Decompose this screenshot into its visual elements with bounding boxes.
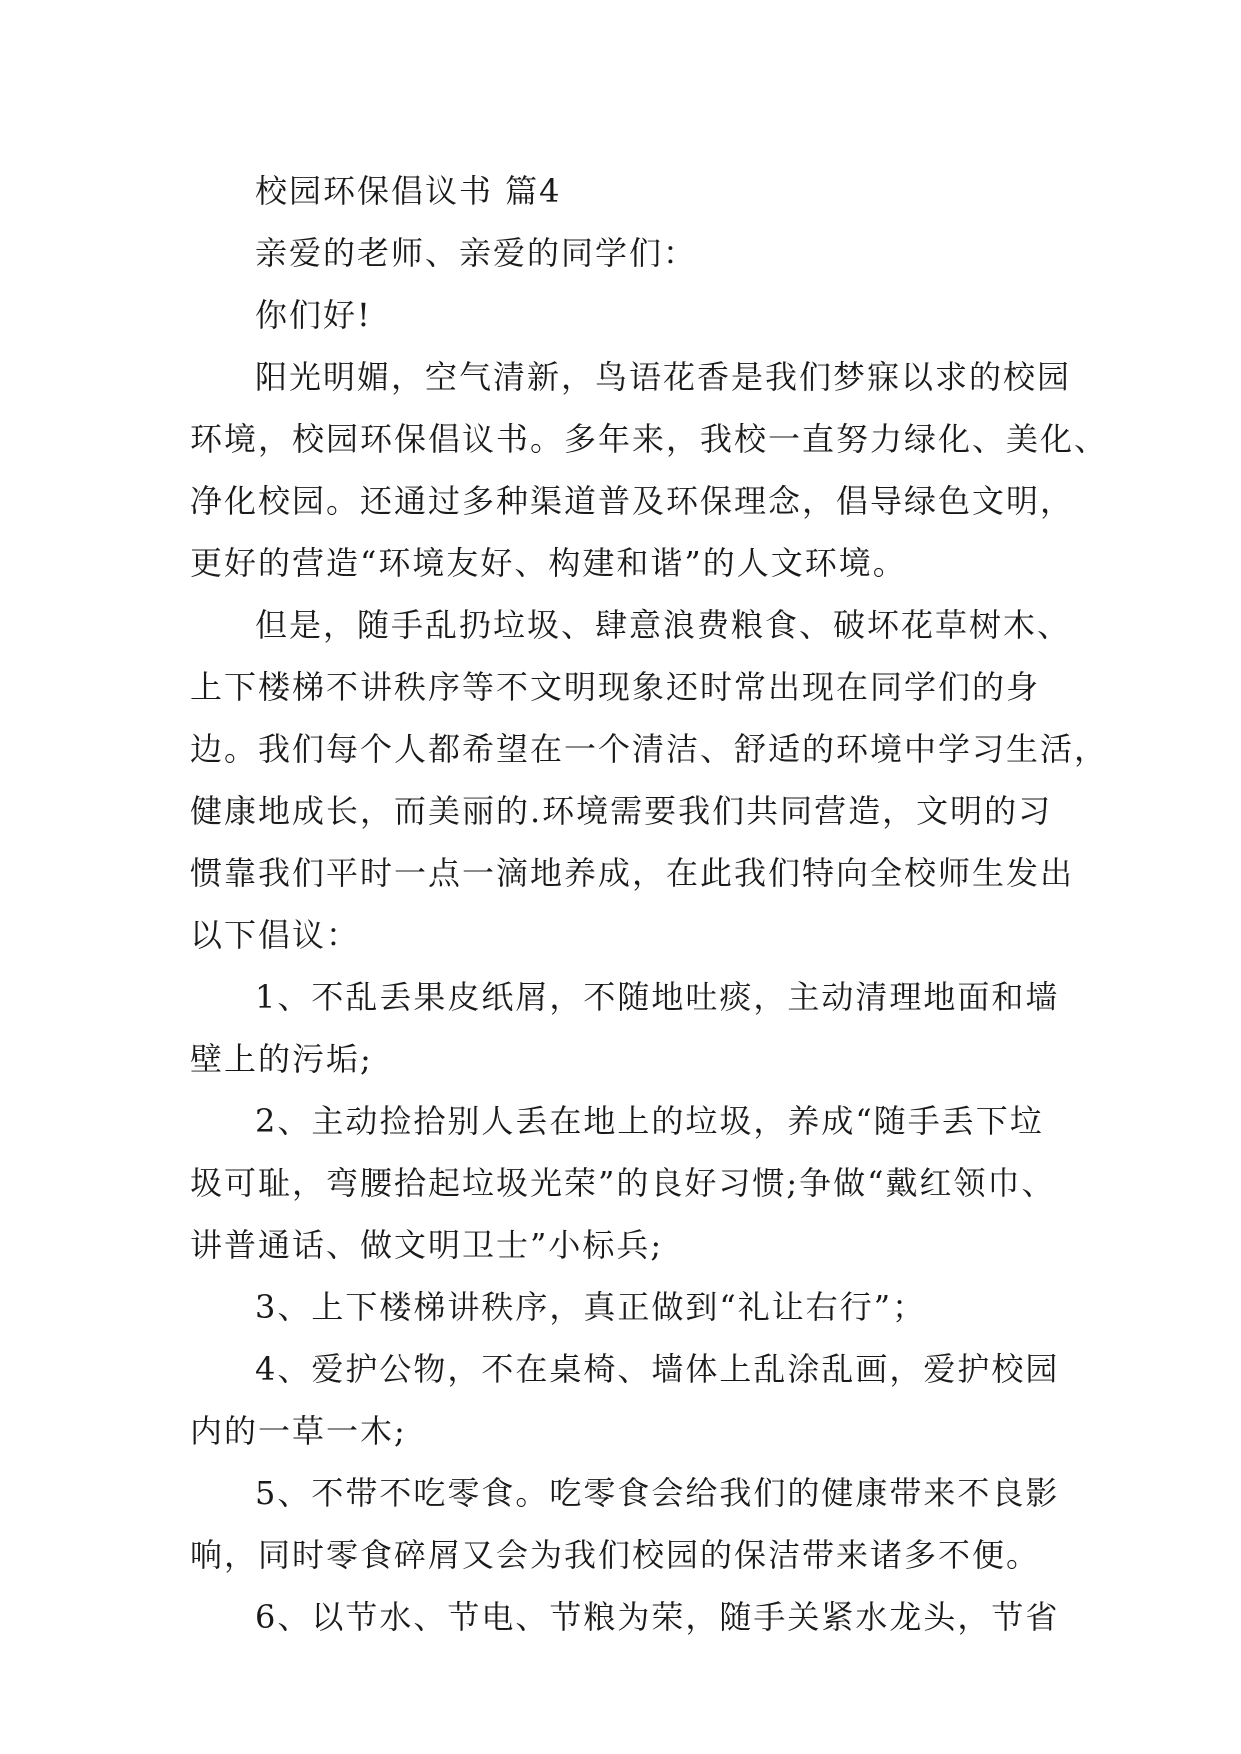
paragraph-line: 上下楼梯不讲秩序等不文明现象还时常出现在同学们的身 xyxy=(190,668,1041,706)
paragraph-line: 以下倡议： xyxy=(190,916,361,954)
list-item: 5、不带不吃零食。吃零食会给我们的健康带来不良影 xyxy=(255,1474,1060,1512)
list-item-continuation: 讲普通话、做文明卫士”小标兵; xyxy=(190,1226,664,1264)
document-title: 校园环保倡议书 篇4 xyxy=(255,172,562,210)
list-item-continuation: 响，同时零食碎屑又会为我们校园的保洁带来诸多不便。 xyxy=(190,1536,1041,1574)
list-item-continuation: 壁上的污垢; xyxy=(190,1040,373,1078)
greeting: 你们好! xyxy=(255,296,372,334)
list-item: 1、不乱丢果皮纸屑，不随地吐痰，主动清理地面和墙 xyxy=(255,978,1060,1016)
salutation: 亲爱的老师、亲爱的同学们： xyxy=(255,234,698,272)
list-item: 3、上下楼梯讲秩序，真正做到“礼让右行”； xyxy=(255,1288,927,1326)
list-item-continuation: 内的一草一木; xyxy=(190,1412,407,1450)
paragraph-line: 健康地成长，而美丽的.环境需要我们共同营造，文明的习 xyxy=(190,792,1053,830)
paragraph-line: 环境，校园环保倡议书。多年来，我校一直努力绿化、美化、 xyxy=(190,420,1109,458)
paragraph-line: 净化校园。还通过多种渠道普及环保理念，倡导绿色文明， xyxy=(190,482,1075,520)
paragraph-line: 阳光明媚，空气清新，鸟语花香是我们梦寐以求的校园 xyxy=(255,358,1072,396)
list-item: 4、爱护公物，不在桌椅、墙体上乱涂乱画，爱护校园 xyxy=(255,1350,1060,1388)
paragraph-line: 惯靠我们平时一点一滴地养成，在此我们特向全校师生发出 xyxy=(190,854,1075,892)
list-item: 2、主动捡拾别人丢在地上的垃圾，养成“随手丢下垃 xyxy=(255,1102,1044,1140)
paragraph-line: 边。我们每个人都希望在一个清洁、舒适的环境中学习生活， xyxy=(190,730,1109,768)
paragraph-line: 更好的营造“环境友好、构建和谐”的人文环境。 xyxy=(190,544,907,582)
document-body xyxy=(190,160,1109,1648)
list-item-continuation: 圾可耻，弯腰拾起垃圾光荣”的良好习惯;争做“戴红领巾、 xyxy=(190,1164,1056,1202)
paragraph-line: 但是，随手乱扔垃圾、肆意浪费粮食、破坏花草树木、 xyxy=(255,606,1072,644)
list-item: 6、以节水、节电、节粮为荣，随手关紧水龙头，节省 xyxy=(255,1598,1060,1636)
